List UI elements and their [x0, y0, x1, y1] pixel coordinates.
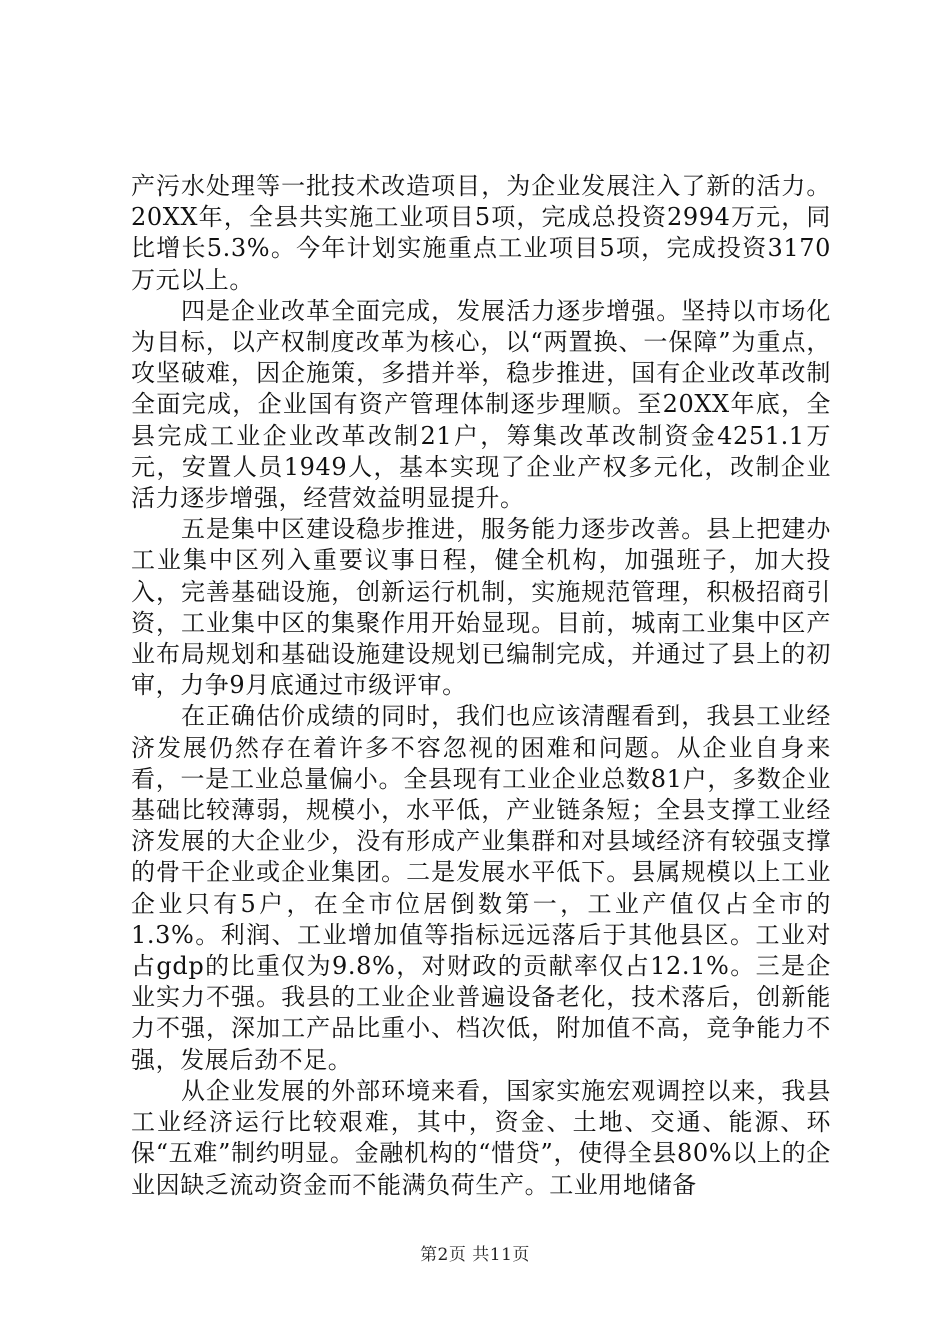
paragraph-5: 从企业发展的外部环境来看，国家实施宏观调控以来，我县工业经济运行比较艰难，其中，资金、土地、交通、能源、环保“五难”制约明显。金融机构的“惜贷”，使得全县80%以上的企业因缺乏流动资金而不能满负荷生产。工业用地储备	[131, 1076, 831, 1199]
page-number-footer: 第2页 共11页	[420, 1245, 530, 1265]
document-body	[131, 171, 831, 1201]
paragraph-1: 产污水处理等一批技术改造项目，为企业发展注入了新的活力。20XX年，全县共实施工业项目5项，完成总投资2994万元，同比增长5.3%。今年计划实施重点工业项目5项，完成投资3170万元以上。	[131, 172, 831, 294]
paragraph-3: 五是集中区建设稳步推进，服务能力逐步改善。县上把建办工业集中区列入重要议事日程，健全机构，加强班子，加大投入，完善基础设施，创新运行机制，实施规范管理，积极招商引资，工业集中区的集聚作用开始显现。目前，城南工业集中区产业布局规划和基础设施建设规划已编制完成，并通过了县上的初审，力争9月底通过市级评审。	[131, 515, 831, 700]
paragraph-4: 在正确估价成绩的同时，我们也应该清醒看到，我县工业经济发展仍然存在着许多不容忽视的困难和问题。从企业自身来看，一是工业总量偏小。全县现有工业企业总数81户，多数企业基础比较薄弱，规模小，水平低，产业链条短；全县支撑工业经济发展的大企业少，没有形成产业集群和对县域经济有较强支撑的骨干企业或企业集团。二是发展水平低下。县属规模以上工业企业只有5户，在全市位居倒数第一，工业产值仅占全市的1.3%。利润、工业增加值等指标远远落后于其他县区。工业对占gdp的比重仅为9.8%，对财政的贡献率仅占12.1%。三是企业实力不强。我县的工业企业普遍设备老化，技术落后，创新能力不强，深加工产品比重小、档次低，附加值不高，竞争能力不强，发展后劲不足。	[131, 702, 831, 1074]
paragraph-2: 四是企业改革全面完成，发展活力逐步增强。坚持以市场化为目标，以产权制度改革为核心，以“两置换、一保障”为重点，攻坚破难，因企施策，多措并举，稳步推进，国有企业改革改制全面完成，企业国有资产管理体制逐步理顺。至20XX年底，全县完成工业企业改革改制21户，筹集改革改制资金4251.1万元，安置人员1949人，基本实现了企业产权多元化，改制企业活力逐步增强，经营效益明显提升。	[131, 296, 831, 513]
